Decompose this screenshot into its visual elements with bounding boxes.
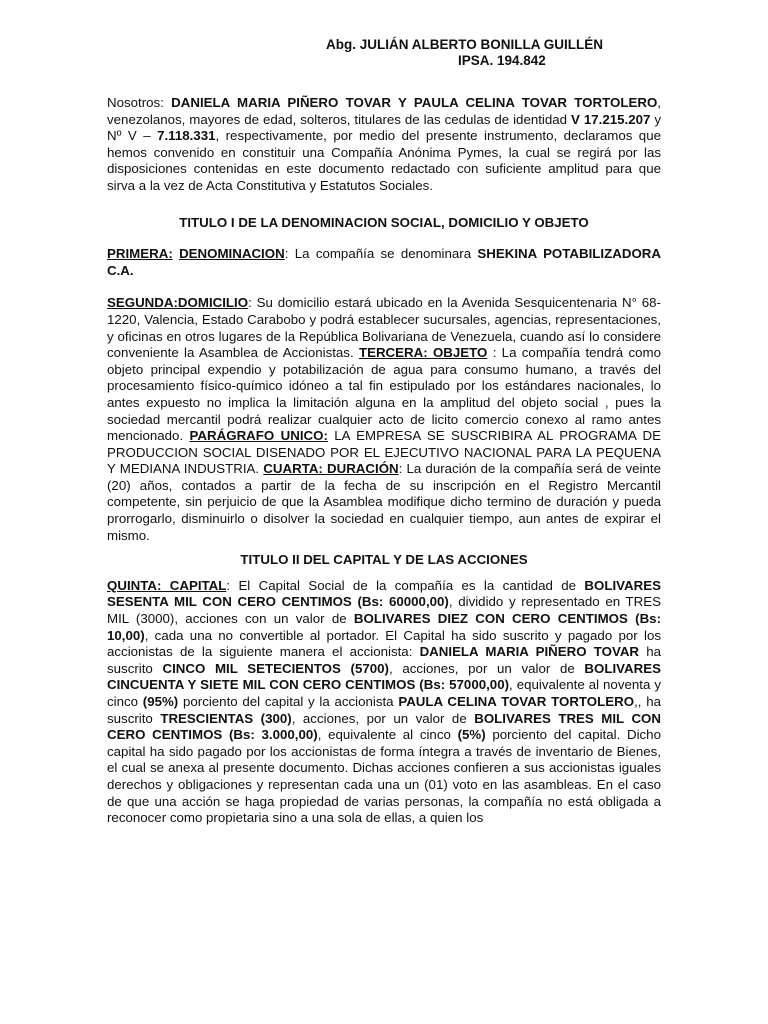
shareholder-name: PAULA CELINA TOVAR TORTOLERO [398,694,635,709]
clause-text: , cada una no convertible al portador. El Capital ha sido suscrito y pagado por los accionistas de la siguiente manera el accionista: [107,627,661,660]
id-number: 7.118.331 [157,128,216,144]
clause-text: , dividido y representado en TRES MIL (3000), acciones con un valor de [107,594,661,627]
section-title-1: TITULO I DE LA DENOMINACION SOCIAL, DOMICILIO Y OBJETO [179,214,589,230]
bold-amount: TRESCIENTAS (300) [160,710,292,726]
clause-primera [107,246,661,279]
intro-text: Nosotros: [107,95,172,110]
clause-text: : Su domicilio estará ubicado en la Avenida Sesquicentenaria N° 68-1220, Valencia, Estado Carabobo y podrá establecer sucursales, agencias, representaciones, y oficinas en otros lugares de la República Bolivariana de Venezuela, cuando así lo considere conveniente la Asamblea de Accionistas. [107,295,661,361]
clause-text: , equivalente al cinco [317,727,458,743]
bold-amount: BOLIVARES CINCUENTA Y SIETE MIL CON CERO CENTIMOS (Bs: 57000,00) [107,660,661,693]
clause-quinta [107,578,661,827]
intro-text: , respectivamente, por medio del presente instrumento, declaramos que hemos convenido en constituir una Compañía Anónima Pymes, la cual se regirá por las disposiciones contenidas en este documento redactado con suficiente amplitud para que sirva a la vez de Acta Constitutiva y Estatutos Sociales. [107,128,661,193]
bold-amount: BOLIVARES DIEZ CON CERO CENTIMOS (Bs: 10,00) [107,611,661,643]
clause-text: LA EMPRESA SE SUSCRIBIRA AL PROGRAMA DE PRODUCCION SOCIAL DISENADO POR EL EJECUTIVO NACIONAL PARA LA PEQUENA Y MEDIANA INDUSTRIA. [107,428,661,477]
bold-percent: (95%) [142,694,179,709]
intro-text: y Nº V – [107,111,662,144]
spacer [107,279,661,295]
intro-paragraph [107,95,661,195]
ipsa-number: IPSA. 194.842 [458,53,546,68]
clause-label: PRIMERA: [107,246,173,262]
bold-amount: BOLIVARES SESENTA MIL CON CERO CENTIMOS (Bs: 60000,00) [107,577,661,610]
section-title-2: TITULO II DEL CAPITAL Y DE LAS ACCIONES [240,552,528,568]
clause-text: , acciones, por un valor de [388,660,585,676]
author-name: Abg. JULIÁN ALBERTO BONILLA GUILLÉN [326,37,603,52]
clause-text: : La compañía tendrá como objeto principal expendio y potabilización de agua para consumo humano, a través del procesamiento físico-químico idóneo a tal fin estipulado por los estándares nacionales, lo antes expuesto no implica la limitación alguna en la amplitud del objeto social , pues la sociedad mercantil podrá realizar cualquier acto de licito comercio conexo al ramo antes mencionado. [107,345,661,444]
clause-text: ,, ha suscrito [107,694,661,726]
company-name: SHEKINA POTABILIZADORA C.A. [107,246,662,278]
intro-names: DANIELA MARIA PIÑERO TOVAR Y PAULA CELINA TOVAR TORTOLERO [171,95,658,110]
clause-text: , acciones, por un valor de [291,710,475,726]
clause-text: ha suscrito [107,644,662,676]
clause-text: porciento del capital. Dicho capital ha sido pagado por los accionistas de forma íntegra a través de inventario de Bienes, el cual se anexa al presente documento. Dichas acciones confieren a sus accionistas iguales derechos y obligaciones y representan cada una un (01) voto en las asambleas. En el caso de que una acción se haga propiedad de varias personas, la compañía no está obligada a reconocer como propietaria sino a una sola de ellas, a quien los [107,727,661,826]
clause-label: SEGUNDA:DOMICILIO [107,295,249,311]
clause-label: QUINTA: CAPITAL [107,577,227,593]
clause-label: TERCERA: OBJETO [358,345,488,361]
clause-label: CUARTA: DURACIÓN [263,461,399,477]
id-number: V 17.215.207 [571,111,651,127]
clause-text: porciento del capital y la accionista [178,694,399,709]
bold-amount: BOLIVARES TRES MIL CON CERO CENTIMOS (Bs: 3.000,00) [107,710,661,743]
bold-amount: CINCO MIL SETECIENTOS (5700) [162,660,389,676]
clause-text: , equivalente al noventa y cinco [107,677,661,709]
clause-label: PARÁGRAFO UNICO: [189,428,328,444]
clause-segunda [107,295,661,544]
shareholder-name: DANIELA MARIA PIÑERO TOVAR [419,644,640,660]
bold-percent: (5%) [457,727,486,743]
clause-sublabel: DENOMINACION [179,246,285,262]
clause-text: : El Capital Social de la compañía es la cantidad de [226,577,585,593]
clause-text: : [284,246,295,262]
document-body [107,95,661,827]
intro-text: , venezolanos, mayores de edad, solteros, titulares de las cedulas de identidad [107,95,661,127]
clause-text: : La duración de la compañía será de veinte (20) años, contados a partir de la fecha de su inscripción en el Registro Mercantil competente, sin perjuicio de que la Asamblea modifique dicho termino de duración y pueda prorrogarlo, disminuirlo o disolver la sociedad en cualquier tiempo, aun antes de expirar el mismo. [107,461,661,543]
clause-text: La compañía se denominara [294,246,478,262]
